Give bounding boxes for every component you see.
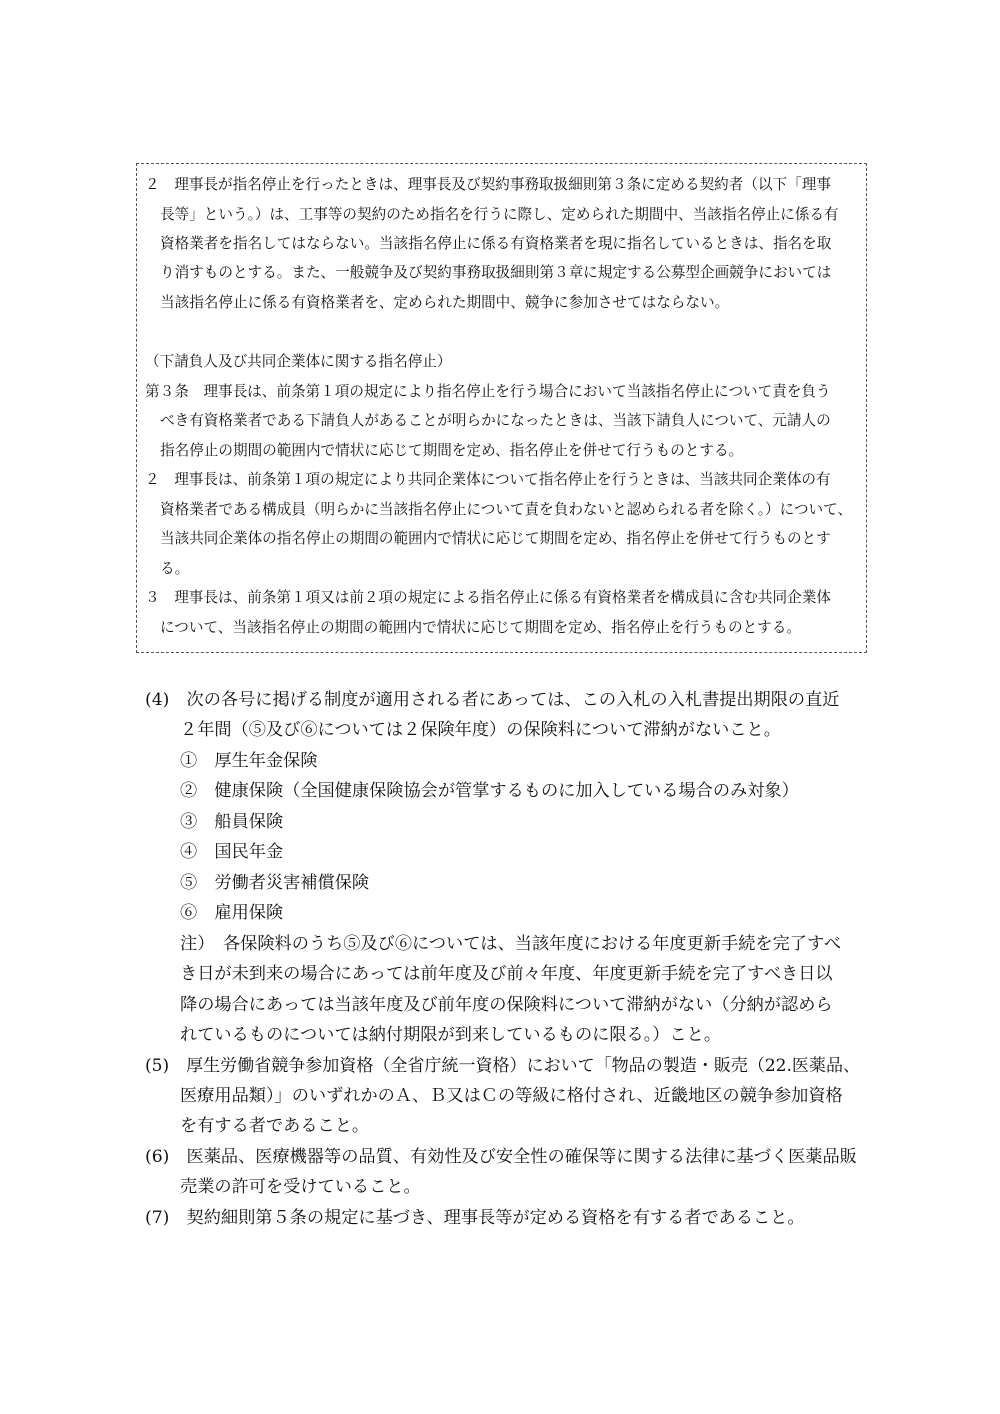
section-heading: （下請負人及び共同企業体に関する指名停止） [145, 353, 452, 370]
insurance-list-item: ① 厚生年金保険 [180, 751, 318, 771]
item-6-line: (6) 医薬品、医療機器等の品質、有効性及び安全性の確保等に関する法律に基づく医薬品販 [145, 1147, 857, 1167]
box-line: 資格業者を指名してはならない。当該指名停止に係る有資格業者を現に指名しているときは、指名を取 [160, 235, 832, 252]
item-5-line: を有する者であること。 [180, 1116, 370, 1136]
item-5-line: 医療用品類）」のいずれかのＡ、Ｂ又はＣの等級に格付され、近畿地区の競争参加資格 [180, 1086, 843, 1106]
insurance-list-item: ⑤ 労働者災害補償保険 [180, 873, 370, 893]
box-line: 指名停止の期間の範囲内で情状に応じて期間を定め、指名停止を併せて行うものとする。 [160, 442, 744, 459]
item-4-line: ２年間（⑤及び⑥については２保険年度）の保険料について滞納がないこと。 [180, 720, 781, 740]
box-line: り消すものとする。また、一般競争及び契約事務取扱細則第３章に規定する公募型企画競争においては [160, 264, 832, 281]
box-line: 当該共同企業体の指名停止の期間の範囲内で情状に応じて期間を定め、指名停止を併せて行うものとす [160, 530, 831, 547]
box-line: 資格業者である構成員（明らかに当該指名停止について責を負わないと認められる者を除く。）について、 [160, 501, 853, 518]
box-line: について、当該指名停止の期間の範囲内で情状に応じて期間を定め、指名停止を行うものとする。 [160, 619, 801, 636]
box-line: 長等」という。）は、工事等の契約のため指名を行うに際し、定められた期間中、当該指名停止に係る有 [160, 206, 839, 223]
insurance-list-item: ③ 船員保険 [180, 812, 284, 832]
insurance-list-item: ⑥ 雇用保険 [180, 903, 284, 923]
box-line: 当該指名停止に係る有資格業者を、定められた期間中、競争に参加させてはならない。 [160, 294, 730, 311]
item-7-line: (7) 契約細則第５条の規定に基づき、理事長等が定める資格を有する者であること。 [145, 1208, 805, 1228]
note-line: 降の場合にあっては当該年度及び前年度の保険料について滞納がない（分納が認めら [180, 995, 833, 1015]
box-line: ２ 理事長は、前条第１項の規定により共同企業体について指名停止を行うときは、当該共同企業体の有 [145, 471, 831, 488]
note-line: れているものについては納付期限が到来しているものに限る。）こと。 [180, 1025, 722, 1045]
insurance-list-item: ④ 国民年金 [180, 842, 284, 862]
box-line: 第３条 理事長は、前条第１項の規定により指名停止を行う場合において当該指名停止について責を負う [145, 383, 831, 400]
item-5-line: (5) 厚生労働省競争参加資格（全省庁統一資格）において「物品の製造・販売（22.医薬品、 [145, 1056, 860, 1076]
box-line: る。 [160, 560, 190, 577]
item-4-line: (4) 次の各号に掲げる制度が適用される者にあっては、この入札の入札書提出期限の直近 [145, 690, 840, 710]
note-line: 注） 各保険料のうち⑤及び⑥については、当該年度における年度更新手続を完了すべ [180, 934, 842, 954]
item-6-line: 売業の許可を受けていること。 [180, 1177, 421, 1197]
box-line: ２ 理事長が指名停止を行ったときは、理事長及び契約事務取扱細則第３条に定める契約者（以下「理事 [145, 176, 831, 193]
insurance-list-item: ② 健康保険（全国健康保険協会が管掌するものに加入している場合のみ対象） [180, 781, 799, 801]
box-line: べき有資格業者である下請負人があることが明らかになったときは、当該下請負人について、元請人の [160, 412, 831, 429]
box-line: ３ 理事長は、前条第１項又は前２項の規定による指名停止に係る有資格業者を構成員に含む共同企業体 [145, 589, 831, 606]
note-line: き日が未到来の場合にあっては前年度及び前々年度、年度更新手続を完了すべき日以 [180, 964, 833, 984]
